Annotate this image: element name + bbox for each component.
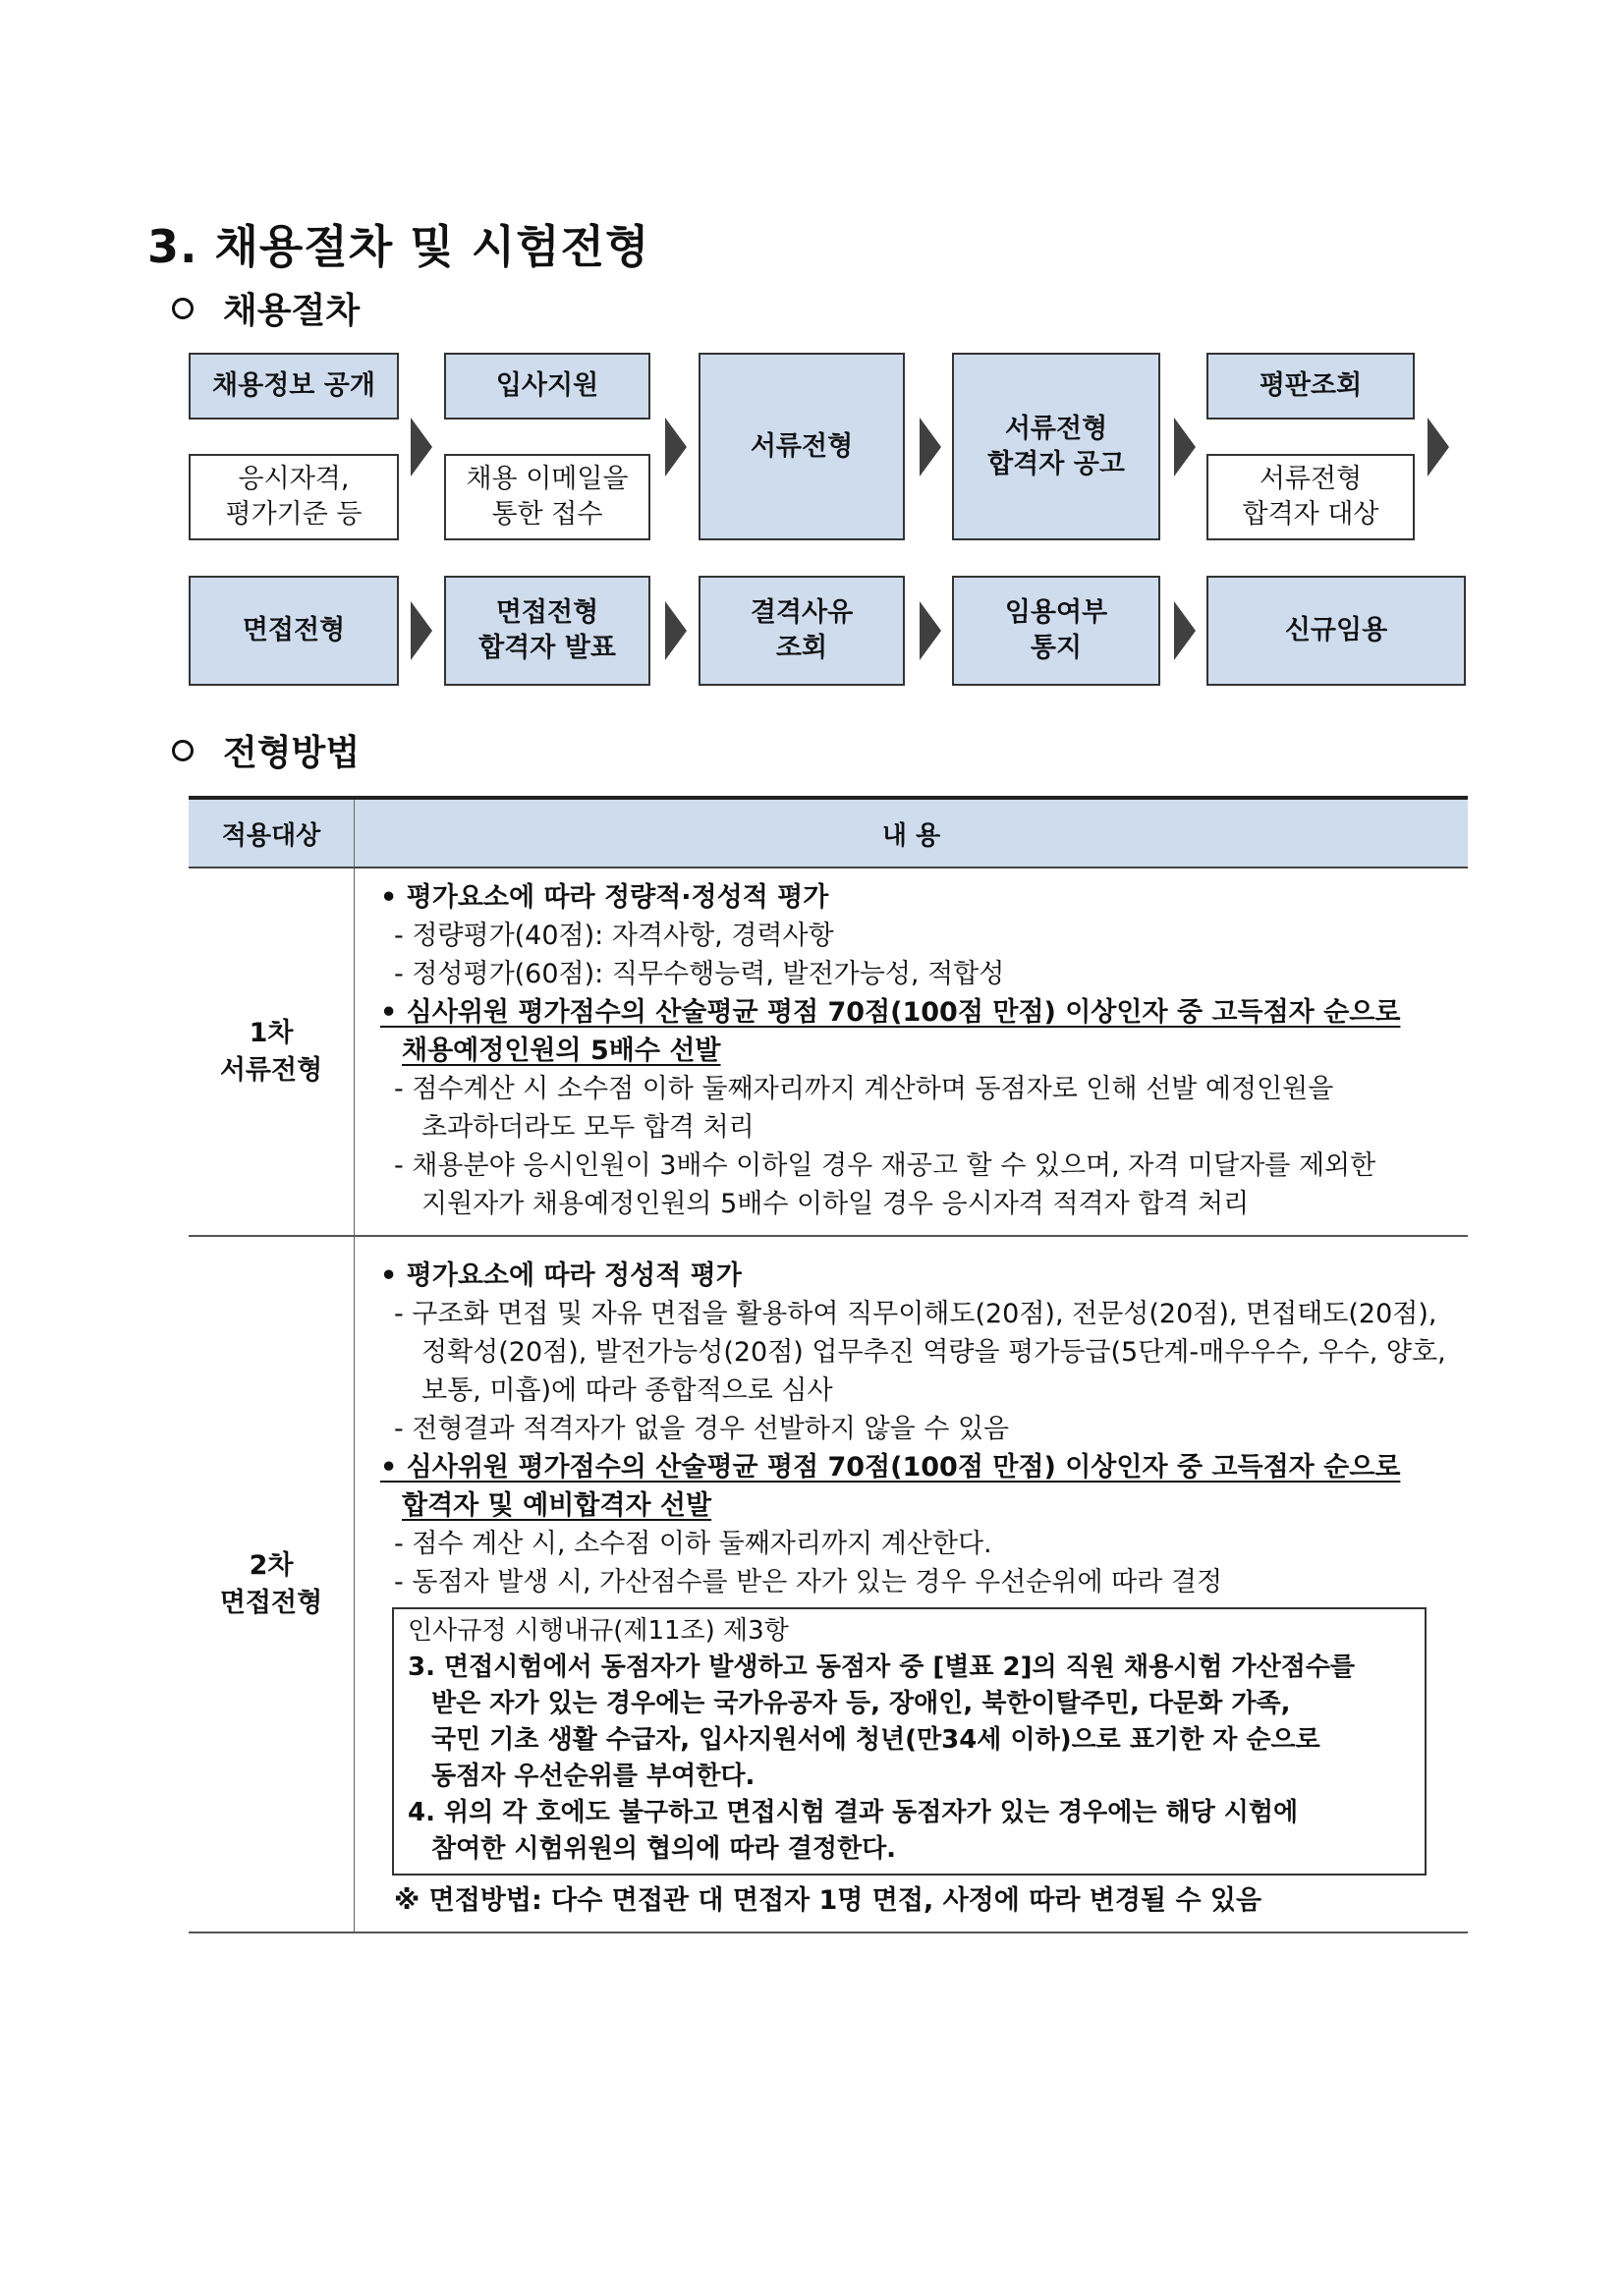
flow-step-6 xyxy=(189,576,399,686)
section-heading-label: 전형방법 xyxy=(223,732,361,773)
flow-step-10 xyxy=(1206,576,1466,686)
flow-step-2-title xyxy=(444,353,650,420)
flow-step-label: 합격자 공고 xyxy=(987,448,1125,479)
header-target: 적용대상 xyxy=(189,798,355,868)
section-heading-selection-method xyxy=(172,725,360,775)
regulation-line: 3. 면접시험에서 동점자가 발생하고 동점자 중 [별표 2]의 직원 채용시험 가산점수를 xyxy=(408,1652,1356,1682)
row-label-line: 서류전형 xyxy=(219,1054,323,1086)
content-line: - 구조화 면접 및 자유 면접을 활용하여 직무이해도(20점), 전문성(20점), 면접태도(20점), xyxy=(394,1299,1437,1329)
flow-step-label: 면접전형 xyxy=(242,615,346,645)
content-line: 보통, 미흡)에 따라 종합적으로 심사 xyxy=(421,1375,833,1406)
flow-detail-line: 응시자격, xyxy=(238,464,350,494)
content-line-emphasis: • 심사위원 평가점수의 산술평균 평점 70점(100점 만점) 이상인자 중 고득점자 순으로 xyxy=(380,1452,1401,1483)
content-line-emphasis: • 심사위원 평가점수의 산술평균 평점 70점(100점 만점) 이상인자 중 고득점자 순으로 xyxy=(380,997,1401,1028)
content-line: 초과하더라도 모두 합격 처리 xyxy=(421,1112,755,1143)
flow-step-2-detail xyxy=(444,454,650,540)
table-header-row xyxy=(189,798,1468,868)
table-row-interview xyxy=(189,1236,1468,1932)
chevron-right-icon xyxy=(920,601,941,660)
chevron-right-icon xyxy=(411,418,432,476)
flow-step-4 xyxy=(952,353,1160,540)
page-title: 3. 채용절차 및 시험전형 xyxy=(147,220,650,273)
circle-bullet-icon xyxy=(172,740,194,761)
flow-detail-line: 평가기준 등 xyxy=(225,499,363,530)
flow-step-9 xyxy=(952,576,1160,686)
regulation-line: 4. 위의 각 호에도 불구하고 면접시험 결과 동점자가 있는 경우에는 해당 시험에 xyxy=(408,1798,1299,1827)
table-row-document-screening xyxy=(189,868,1468,1236)
flow-step-label: 통지 xyxy=(1030,633,1083,663)
flow-step-label: 조회 xyxy=(775,633,828,663)
content-line-emphasis: 합격자 및 예비합격자 선발 xyxy=(402,1490,712,1521)
content-line: - 채용분야 응시인원이 3배수 이하일 경우 재공고 할 수 있으며, 자격 미달자를 제외한 xyxy=(394,1150,1376,1181)
section-heading-hiring-process xyxy=(172,283,360,333)
flow-step-3 xyxy=(699,353,905,540)
flow-step-1-detail xyxy=(189,454,399,540)
flow-step-label: 평판조회 xyxy=(1259,370,1363,401)
regulation-line: 받은 자가 있는 경우에는 국가유공자 등, 장애인, 북한이탈주민, 다문화 가족, xyxy=(431,1689,1291,1718)
circle-bullet-icon xyxy=(172,298,194,319)
flow-step-label: 임용여부 xyxy=(1004,597,1108,628)
flow-detail-line: 채용 이메일을 xyxy=(466,464,629,494)
chevron-right-icon xyxy=(1174,601,1196,660)
content-line: • 평가요소에 따라 정성적 평가 xyxy=(380,1260,742,1291)
flow-detail-line: 통한 접수 xyxy=(491,499,603,530)
row-label-line: 면접전형 xyxy=(219,1587,323,1618)
chevron-right-icon xyxy=(920,418,941,476)
regulation-line: 참여한 시험위원의 협의에 따라 결정한다. xyxy=(431,1834,897,1864)
content-line: - 정량평가(40점): 자격사항, 경력사항 xyxy=(394,921,834,951)
selection-method-table xyxy=(189,796,1468,1933)
content-line: - 점수계산 시 소수점 이하 둘째자리까지 계산하며 동점자로 인해 선발 예정인원을 xyxy=(394,1074,1334,1104)
content-line: - 전형결과 적격자가 없을 경우 선발하지 않을 수 있음 xyxy=(394,1414,1010,1444)
chevron-right-icon xyxy=(665,418,687,476)
regulation-title: 인사규정 시행내규(제11조) 제3항 xyxy=(408,1616,789,1646)
row-content xyxy=(355,1236,1469,1932)
flow-step-8 xyxy=(699,576,905,686)
flow-step-label: 입사지원 xyxy=(495,370,599,401)
section-heading-label: 채용절차 xyxy=(223,290,361,331)
chevron-right-icon xyxy=(665,601,687,660)
row-content xyxy=(355,868,1469,1236)
header-content: 내 용 xyxy=(355,798,1469,868)
flow-step-label: 결격사유 xyxy=(750,597,854,628)
chevron-right-icon xyxy=(1428,418,1449,476)
flow-step-5-detail xyxy=(1206,454,1415,540)
flow-step-5-title xyxy=(1206,353,1415,420)
interview-method-note: ※ 면접방법: 다수 면접관 대 면접자 1명 면접, 사정에 따라 변경될 수 있음 xyxy=(394,1885,1262,1916)
flow-step-label: 합격자 발표 xyxy=(478,633,616,663)
flow-detail-line: 서류전형 xyxy=(1259,464,1363,494)
content-line: 지원자가 채용예정인원의 5배수 이하일 경우 응시자격 적격자 합격 처리 xyxy=(421,1189,1250,1219)
flow-step-label: 면접전형 xyxy=(495,597,599,628)
content-line: - 정성평가(60점): 직무수행능력, 발전가능성, 적합성 xyxy=(394,959,1005,989)
content-line: • 평가요소에 따라 정량적·정성적 평가 xyxy=(380,882,829,913)
content-line: 정확성(20점), 발전가능성(20점) 업무추진 역량을 평가등급(5단계-매우우수, 우수, 양호, xyxy=(421,1337,1446,1368)
flow-step-label: 채용정보 공개 xyxy=(212,370,375,401)
flow-detail-line: 합격자 대상 xyxy=(1242,499,1379,530)
flow-step-label: 서류전형 xyxy=(1004,413,1108,444)
row-label xyxy=(189,1236,355,1932)
content-line-emphasis: 채용예정인원의 5배수 선발 xyxy=(402,1036,721,1066)
regulation-line: 국민 기초 생활 수급자, 입사지원서에 청년(만34세 이하)으로 표기한 자 순으로 xyxy=(431,1725,1320,1755)
regulation-box xyxy=(392,1607,1427,1876)
flow-step-1-title xyxy=(189,353,399,420)
chevron-right-icon xyxy=(411,601,432,660)
row-label-line: 1차 xyxy=(249,1017,294,1048)
content-line: - 동점자 발생 시, 가산점수를 받은 자가 있는 경우 우선순위에 따라 결정 xyxy=(394,1567,1223,1597)
flow-step-label: 신규임용 xyxy=(1284,615,1388,645)
flow-step-label: 서류전형 xyxy=(750,430,854,462)
row-label xyxy=(189,868,355,1236)
flow-step-7 xyxy=(444,576,650,686)
regulation-line: 동점자 우선순위를 부여한다. xyxy=(431,1762,756,1791)
row-label-line: 2차 xyxy=(249,1549,294,1581)
chevron-right-icon xyxy=(1174,418,1196,476)
content-line: - 점수 계산 시, 소수점 이하 둘째자리까지 계산한다. xyxy=(394,1529,992,1559)
